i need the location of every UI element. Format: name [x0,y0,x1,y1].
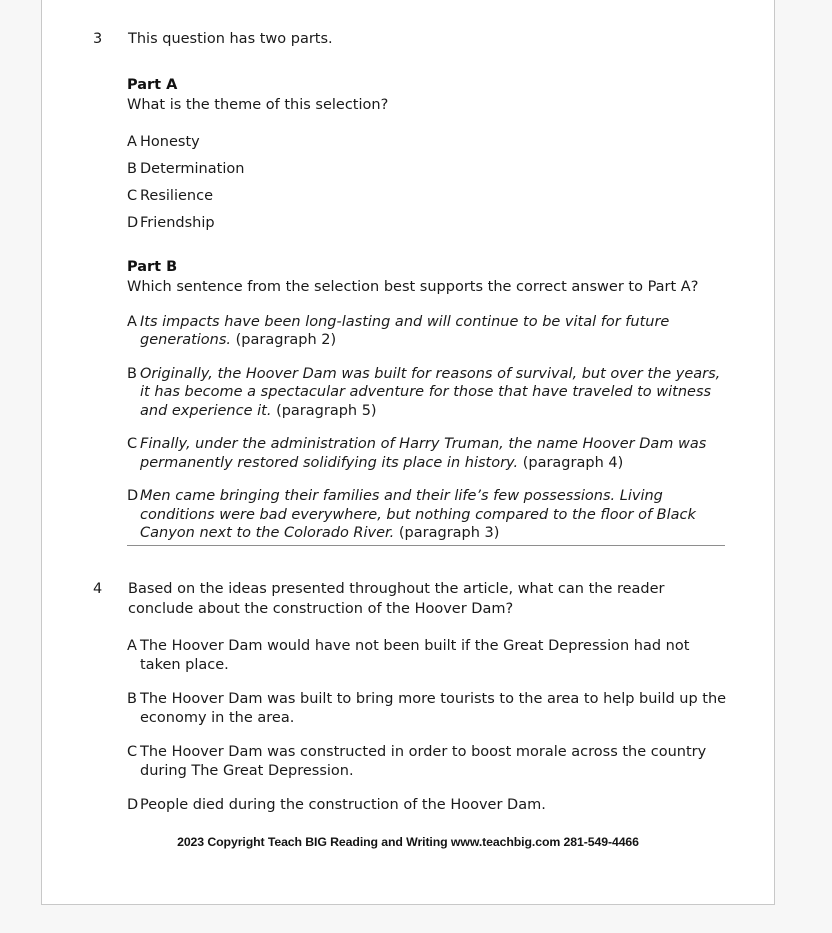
paragraph-reference: (paragraph 2) [235,332,337,348]
question-4-choice-c[interactable] [127,743,774,780]
choice-letter: C [127,188,138,204]
paragraph-reference: (paragraph 3) [398,525,500,541]
question-4-choice-b[interactable] [127,690,774,727]
footer-copyright: 2023 Copyright Teach BIG Reading and Writing www.teachbig.com 281-549-4466 [177,835,639,849]
choice-letter: D [127,797,139,813]
choice-sentence: Finally, under the administration of Harry Truman, the name Hoover Dam was permanently restored solidifying its place in history. [140,436,707,471]
question-4-number: 4 [93,581,103,597]
choice-text [140,435,728,472]
part-a-stem: What is the theme of this selection? [127,97,389,113]
choice-sentence: Its impacts have been long-lasting and will continue to be vital for future generations. [140,313,670,348]
choice-letter: B [127,691,137,707]
choice-text [140,313,728,350]
question-4-header [42,579,774,619]
question-4-stem: Based on the ideas presented throughout the article, what can the reader conclude about the construction of the Hoover Dam? [128,581,665,617]
question-3-stem: This question has two parts. [128,31,333,47]
question-3 [42,29,774,543]
choice-text: The Hoover Dam would have not been built if the Great Depression had not taken place. [140,638,690,673]
part-b-choice-d[interactable] [127,487,774,543]
choice-text [140,365,728,421]
part-a-choice-d[interactable] [127,214,774,233]
choice-text: Resilience [140,188,213,204]
paragraph-reference: (paragraph 5) [276,402,377,419]
choice-letter: B [127,161,137,177]
choice-letter: C [127,436,138,452]
choice-letter: B [127,365,137,382]
choice-text [140,487,728,543]
part-a-choice-c[interactable] [127,187,774,206]
choice-text: Determination [140,161,245,177]
question-3-header [42,29,774,49]
question-4 [42,579,774,815]
choice-text: People died during the construction of the Hoover Dam. [140,797,546,813]
choice-sentence: Originally, the Hoover Dam was built for reasons of survival, but over the years, it has become a spectacular adventure for those that have traveled to witness and experience it. [140,365,721,419]
question-4-choice-a[interactable] [127,637,774,674]
part-b-stem: Which sentence from the selection best supports the correct answer to Part A? [127,278,699,295]
worksheet-page [41,0,775,905]
paragraph-reference: (paragraph 4) [522,454,624,471]
choice-letter: D [127,215,139,231]
part-b-choice-a[interactable] [127,313,774,350]
page-content [42,0,774,904]
question-3-number: 3 [93,31,103,47]
part-b-heading: Part B [127,258,178,275]
section-divider [127,545,725,546]
choice-sentence: Men came bringing their families and their life’s few possessions. Living conditions were bad everywhere, but nothing compared to the floor of Black Canyon next to the Colorado River. [140,488,696,541]
choice-letter: D [127,488,139,504]
choice-letter: C [127,744,138,760]
choice-text: The Hoover Dam was built to bring more tourists to the area to help build up the economy in the area. [140,691,727,726]
part-a-heading: Part A [127,77,178,93]
part-b-choice-b[interactable] [127,365,774,421]
choice-letter: A [127,638,137,654]
choice-letter: A [127,134,137,150]
choice-letter: A [127,313,137,330]
part-a-choice-a[interactable] [127,133,774,152]
choice-text: Honesty [140,134,200,150]
choice-text: The Hoover Dam was constructed in order to boost morale across the country during The Great Depression. [140,744,707,779]
question-4-choice-d[interactable] [127,796,774,815]
part-b-choice-c[interactable] [127,435,774,472]
choice-text: Friendship [140,215,215,231]
part-a-choice-b[interactable] [127,160,774,179]
